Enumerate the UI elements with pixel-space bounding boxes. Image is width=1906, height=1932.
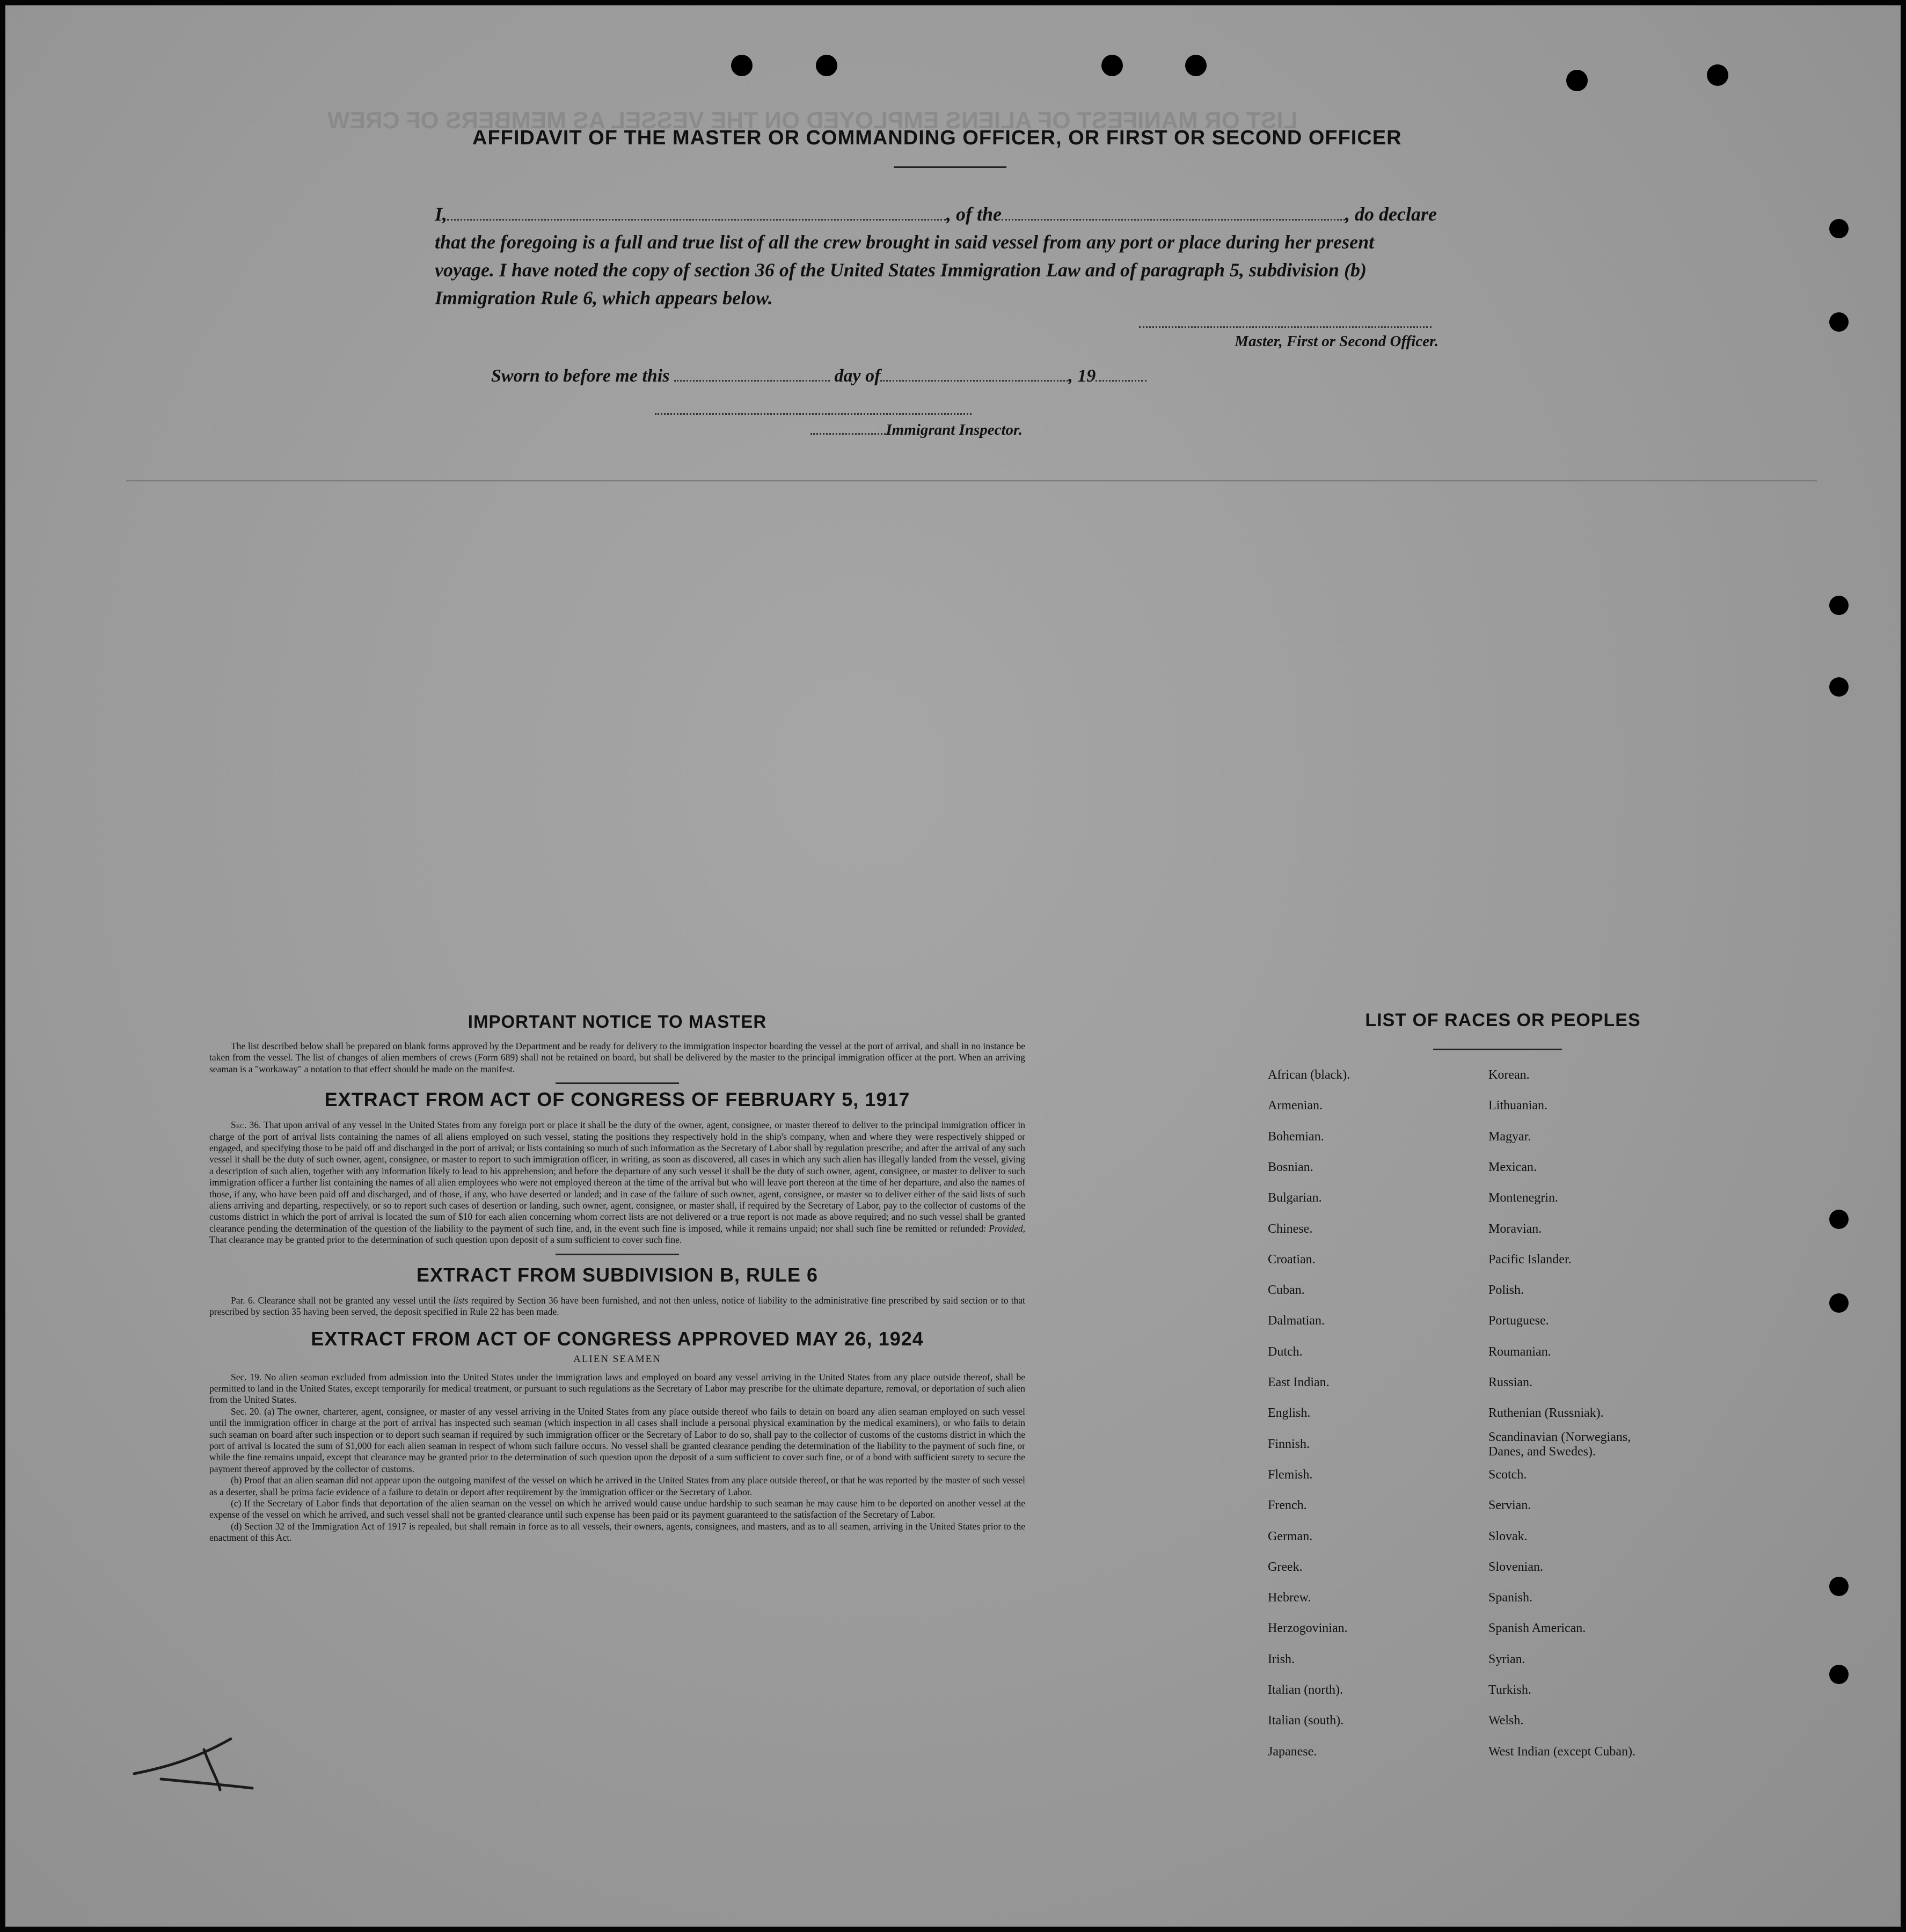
inspector-line [658, 421, 1023, 439]
sworn-year: , 19 [1068, 366, 1096, 386]
race-item: Finnish. [1268, 1437, 1310, 1451]
declaration-text-3: Immigration Rule 6, which appears below. [435, 287, 773, 309]
race-item: Armenian. [1268, 1099, 1323, 1113]
race-item: Herzogovinian. [1268, 1621, 1348, 1636]
divider-rule [556, 1082, 679, 1084]
race-item: Polish. [1488, 1283, 1524, 1298]
rule6-text-a: Par. 6. Clearance shall not be granted any vessel until the [231, 1294, 450, 1306]
race-item: Bulgarian. [1268, 1191, 1322, 1205]
race-item: Italian (north). [1268, 1683, 1343, 1697]
sec-20b-paragraph: (b) Proof that an alien seaman did not appear upon the outgoing manifest of the vessel on which he arrived in the United States from any place outside thereof, or that he was reported by the master of such vessel as a deserter, shall be prima facie evidence of a failure to detain or deport after requirement by the immigration officer or the Secretary of Labor. [209, 1475, 1025, 1497]
title-rule [894, 166, 1006, 168]
provided-word: Provided, [989, 1223, 1026, 1234]
year-field[interactable] [1096, 380, 1146, 382]
handwritten-mark-icon [129, 1717, 290, 1798]
race-item: Dutch. [1268, 1344, 1303, 1359]
extract-1924-text [209, 1372, 1025, 1544]
race-item: Irish. [1268, 1652, 1295, 1666]
race-item: Lithuanian. [1488, 1099, 1547, 1113]
race-item: Mexican. [1488, 1160, 1537, 1174]
race-item: English. [1268, 1406, 1311, 1421]
punch-hole [1566, 70, 1588, 91]
rule6-text-b: required by Section 36 have been furnished, and not then unless, notice of liability to the administrative fine prescribed by said section or to that prescribed by section 35 having been served, the deposit specified in Rule 22 has been made. [209, 1294, 1026, 1318]
document-page [5, 5, 1901, 1927]
affidavit-title: AFFIDAVIT OF THE MASTER OR COMMANDING OFFICER, OR FIRST OR SECOND OFFICER [472, 127, 1402, 149]
signature-field[interactable] [1139, 326, 1432, 328]
declaration-i: I, [435, 203, 448, 225]
extract-1917-text [209, 1119, 1025, 1246]
race-item: Korean. [1488, 1068, 1530, 1082]
race-item: Bosnian. [1268, 1160, 1313, 1174]
race-item: Flemish. [1268, 1467, 1313, 1482]
extract-1924-title: EXTRACT FROM ACT OF CONGRESS APPROVED MAY 26, 1924 [311, 1327, 924, 1350]
race-item: Italian (south). [1268, 1714, 1344, 1728]
declaration-declare: , do declare [1345, 203, 1437, 225]
inspector-signature-field[interactable] [655, 413, 972, 415]
month-field[interactable] [880, 380, 1068, 382]
race-item: Cuban. [1268, 1283, 1305, 1298]
notice-text [209, 1041, 1025, 1075]
race-item: West Indian (except Cuban). [1488, 1744, 1635, 1759]
bleed-through-title: LIST OR MANIFEST OF ALIENS EMPLOYED ON THE VESSEL AS MEMBERS OF CREW [327, 107, 1298, 134]
punch-hole [1829, 312, 1849, 332]
sec-36-text: That upon arrival of any vessel in the United States from any foreign port or place it shall be the duty of the owner, agent, consignee, or master thereof to deliver to the principal immigration officer in charge of the port of arrival lists containing the names of all aliens employed on such vessel, stating the positions they respectively hold in the ship's company, when and where they were respectively shipped or engaged, and specifying those to be paid off and discharged in the port of arrival; or lists containing so much of such information as the Secretary of Labor shall by regulation prescribe; and after the arrival of any such vessel it shall be the duty of such owner, agent, consignee, or master to report to such immigration officer, in writing, as soon as discovered, all cases in which any such alien has illegally landed from the vessel, giving a description of such alien, together with any information likely to lead to his apprehension; and before the departure of any such vessel it shall be the duty of such owner, agent, consignee, or master to deliver to such immigration officer a further list containing the names of all alien employees who were not employed thereon at the time of the arrival but who will leave port thereon at the time of her departure, and also the names of those, if any, who have been paid off and discharged, and of those, if any, who have deserted or landed; and in case of the failure of such owner, agent, consignee, or master so to deliver either of the said lists of such aliens arriving and departing, respectively, or so to report such cases of desertion or landing, such owner, agent, consignee, or master shall, if required by the Secretary of Labor, pay to the collector of customs of the customs district in which the port of arrival is located the sum of $10 for each alien concerning whom correct lists are not delivered or a true report is not made as above required; and no such vessel shall be granted clearance pending the determination of the question of the liability to the payment of such fine, and, in the event such fine is imposed, while it remains unpaid; nor shall such fine be remitted or refunded: [209, 1119, 1025, 1234]
sec-19-paragraph: Sec. 19. No alien seaman excluded from admission into the United States under the immigration laws and employed on board any vessel arriving in the United States from any place outside thereof, shall be permitted to land in the United States, except temporarily for medical treatment, or pursuant to such regulations as the Secretary of Labor may prescribe for the ultimate departure, removal, or deportation of such alien from the United States. [209, 1371, 1025, 1406]
alien-seamen-subtitle: ALIEN SEAMEN [573, 1353, 661, 1365]
race-item: Welsh. [1488, 1714, 1524, 1728]
race-item: Hebrew. [1268, 1591, 1311, 1605]
punch-hole [731, 55, 753, 76]
race-item: East Indian. [1268, 1375, 1330, 1389]
lists-word: lists [453, 1294, 469, 1306]
legal-extracts-column [209, 1012, 1025, 1544]
sec-36-text-end: That clearance may be granted prior to the determination of such question upon deposit of a sum sufficient to cover such fine. [209, 1234, 682, 1246]
race-item: Bohemian. [1268, 1129, 1324, 1144]
punch-hole [1829, 1665, 1849, 1684]
race-item: Moravian. [1488, 1221, 1542, 1236]
race-item: Dalmatian. [1268, 1314, 1325, 1328]
punch-hole [1829, 677, 1849, 697]
punch-hole [1829, 219, 1849, 238]
race-item: African (black). [1268, 1068, 1350, 1082]
extract-1917-paragraph [209, 1119, 1025, 1246]
sec-36-label: Sec. 36. [231, 1119, 261, 1131]
race-item: Roumanian. [1488, 1344, 1551, 1359]
race-item: Servian. [1488, 1498, 1531, 1513]
sec-20a-paragraph: Sec. 20. (a) The owner, charterer, agent, consignee, or master of any vessel arriving in the United States from any place outside thereof who fails to detain on board any alien seaman employed on such vessel until the immigration officer in charge at the port of arrival has inspected such seaman (which inspection in all cases shall include a personal physical examination by the medical examiners), or who fails to detain such seaman on board after such inspection or to deport such seaman if required by such immigration officer or the Secretary of Labor to do so, shall pay to the collector of customs of the customs district in which the port of arrival is located the sum of $1,000 for each alien seaman in respect of whom such failure occurs. No vessel shall be granted clearance pending the determination of the liability to the payment of such fine, or while the fine remains unpaid, except that clearance may be granted prior to the determination of such question upon the deposit of a sum sufficient to cover such fine, or of a bond with sufficient surety to secure the payment thereof approved by the collector of customs. [209, 1406, 1025, 1474]
punch-hole [816, 55, 837, 76]
name-field[interactable] [447, 219, 946, 221]
inspector-label: Immigrant Inspector. [886, 421, 1023, 438]
day-field[interactable] [674, 380, 830, 382]
race-item: Magyar. [1488, 1129, 1531, 1144]
race-item: Turkish. [1488, 1683, 1531, 1697]
race-item: Spanish. [1488, 1591, 1533, 1605]
punch-hole [1707, 64, 1728, 86]
race-item: Scotch. [1488, 1467, 1527, 1482]
sec-20d-paragraph: (d) Section 32 of the Immigration Act of 1917 is repealed, but shall remain in force as to all vessels, their owners, agents, consignees, and masters, and as to all seamen, arriving in the United States prior to the enactment of this Act. [209, 1520, 1025, 1543]
extract-1917-title: EXTRACT FROM ACT OF CONGRESS OF FEBRUARY 5, 1917 [324, 1088, 910, 1111]
punch-hole [1829, 596, 1849, 615]
punch-hole [1829, 1210, 1849, 1229]
sec-20c-paragraph: (c) If the Secretary of Labor finds that deportation of the alien seaman on the vessel on which he arrived would cause undue hardship to such seaman he may cause him to be deported on another vessel at the expense of the vessel on which he arrived, and such vessel shall not be granted clearance until such expense has been paid or its payment guaranteed to the satisfaction of the Secretary of Labor. [209, 1497, 1025, 1520]
declaration-line [435, 203, 1471, 225]
race-item: Spanish American. [1488, 1621, 1586, 1636]
race-item: Slovenian. [1488, 1560, 1543, 1574]
race-item: Croatian. [1268, 1252, 1316, 1267]
extract-rule6-paragraph [209, 1295, 1025, 1318]
vessel-field[interactable] [1002, 219, 1345, 221]
signature-label: Master, First or Second Officer. [1235, 333, 1438, 350]
extract-rule6-text [209, 1295, 1025, 1318]
race-item: Pacific Islander. [1488, 1252, 1572, 1267]
section-divider [126, 480, 1817, 481]
races-title: LIST OF RACES OR PEOPLES [1365, 1010, 1641, 1030]
race-item: Scandinavian (Norwegians, [1488, 1430, 1631, 1444]
punch-hole [1185, 55, 1207, 76]
race-item: Syrian. [1488, 1652, 1525, 1666]
race-item: Russian. [1488, 1375, 1533, 1389]
race-item: Danes, and Swedes). [1488, 1444, 1596, 1459]
sworn-line [491, 366, 1146, 386]
race-item: Greek. [1268, 1560, 1303, 1574]
races-rule [1433, 1049, 1562, 1050]
race-item: French. [1268, 1498, 1307, 1513]
declaration-text-2: voyage. I have noted the copy of section 36 of the United States Immigration Law and of paragraph 5, subdivision (b) [435, 259, 1367, 281]
race-item: German. [1268, 1529, 1313, 1543]
sworn-day: day of [834, 366, 881, 386]
punch-hole [1829, 1293, 1849, 1313]
extract-rule6-title: EXTRACT FROM SUBDIVISION B, RULE 6 [416, 1263, 819, 1286]
notice-title: IMPORTANT NOTICE TO MASTER [468, 1012, 767, 1031]
race-item: Chinese. [1268, 1221, 1313, 1236]
race-item: Slovak. [1488, 1529, 1528, 1543]
punch-hole [1829, 1577, 1849, 1596]
notice-paragraph: The list described below shall be prepared on blank forms approved by the Department and be ready for delivery to the immigration inspector boarding the vessel at the port of arrival, and shall in no instance be taken from the vessel. The list of changes of alien members of crews (Form 689) shall not be retained on board, but shall be delivered by the master to the principal immigration officer at the port. When an arriving seaman is a "workaway" a notation to that effect should be made on the manifest. [209, 1041, 1025, 1074]
declaration-of: , of the [946, 203, 1002, 225]
punch-hole [1101, 55, 1123, 76]
sworn-prefix: Sworn to before me this [491, 366, 670, 386]
race-item: Japanese. [1268, 1744, 1317, 1759]
inspector-name-field[interactable] [810, 433, 886, 435]
race-item: Ruthenian (Russniak). [1488, 1406, 1604, 1421]
race-item: Montenegrin. [1488, 1191, 1558, 1205]
race-item: Portuguese. [1488, 1314, 1549, 1328]
divider-rule [556, 1254, 679, 1255]
declaration-text-1: that the foregoing is a full and true list of all the crew brought in said vessel from any port or place during her present [435, 231, 1375, 253]
